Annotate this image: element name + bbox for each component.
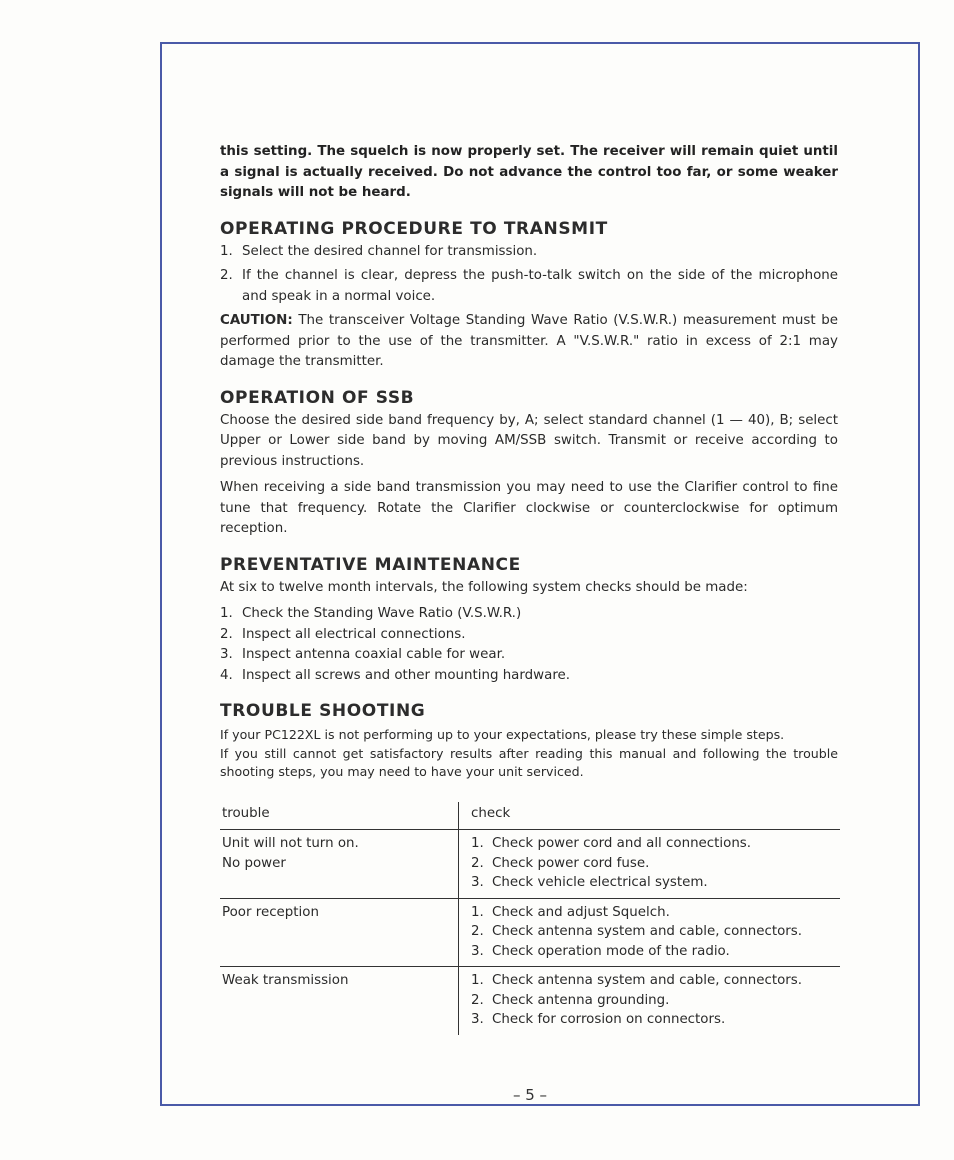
list-item: 3. Inspect antenna coaxial cable for wear. [220, 647, 506, 662]
transmit-heading: OPERATING PROCEDURE TO TRANSMIT [220, 218, 608, 239]
caution-label: CAUTION: [220, 313, 293, 328]
transmit-steps [220, 242, 838, 308]
check-item: 1. Check antenna system and cable, connectors. [471, 973, 803, 988]
troubleshooting-table [220, 802, 840, 1035]
list-item: 2. If the channel is clear, depress the push-to-talk switch on the side of the microphone and speak in a normal voice. [220, 268, 838, 304]
maintenance-steps [220, 604, 838, 686]
right-rule-line [918, 44, 920, 1104]
header-check: check [459, 802, 841, 830]
check-cell [459, 830, 841, 899]
check-item: 3. Check operation mode of the radio. [471, 943, 730, 959]
check-cell [459, 898, 841, 967]
list-item: 4. Inspect all screws and other mounting hardware. [220, 667, 571, 683]
page-content [220, 142, 838, 1035]
check-item: 2. Check antenna system and cable, connectors. [471, 924, 803, 939]
intro-paragraph: this setting. The squelch is now properly set. The receiver will remain quiet until a signal is actually received. Do not advance the control too far, or some weaker signals will not be heard. [220, 144, 838, 200]
check-item: 1. Check and adjust Squelch. [471, 904, 670, 920]
table-header-row [220, 802, 840, 830]
ssb-paragraph-1: Choose the desired side band frequency by, A; select standard channel (1 — 40), B; select Upper or Lower side band by moving AM/SSB switch. Transmit or receive according to previous instructions. [220, 412, 838, 469]
page-number: – 5 – [512, 1086, 548, 1104]
table-row [220, 967, 840, 1035]
troubleshooting-intro-1: If your PC122XL is not performing up to your expectations, please try these simple steps. [220, 727, 785, 742]
list-item: 1. Select the desired channel for transmission. [220, 243, 538, 259]
check-cell [459, 967, 841, 1035]
check-item: 3. Check vehicle electrical system. [471, 875, 708, 890]
trouble-cell: Unit will not turn on. No power [220, 830, 459, 899]
troubleshooting-intro-2: If you still cannot get satisfactory results after reading this manual and following the trouble shooting steps, you may need to have your unit serviced. [220, 745, 838, 779]
caution-text: The transceiver Voltage Standing Wave Ratio (V.S.W.R.) measurement must be performed prior to the use of the transmitter. A "V.S.W.R." ratio in excess of 2:1 may damage the transmitter. [220, 313, 838, 369]
ssb-paragraph-2: When receiving a side band transmission you may need to use the Clarifier control to fine tune that frequency. Rotate the Clarifier clockwise or counterclockwise for optimum reception. [220, 480, 838, 536]
troubleshooting-heading: TROUBLE SHOOTING [220, 701, 426, 721]
list-item: 2. Inspect all electrical connections. [220, 626, 466, 642]
header-trouble: trouble [220, 802, 459, 830]
table-row [220, 898, 840, 967]
check-item: 2. Check power cord fuse. [471, 855, 650, 871]
trouble-cell: Weak transmission [220, 967, 459, 1035]
left-rule-line [160, 44, 162, 1104]
trouble-cell: Poor reception [220, 898, 459, 967]
bottom-rule-line [160, 1104, 920, 1106]
list-item: 1. Check the Standing Wave Ratio (V.S.W.R.) [220, 606, 522, 621]
maintenance-heading: PREVENTATIVE MAINTENANCE [220, 554, 521, 575]
check-item: 3. Check for corrosion on connectors. [471, 1012, 726, 1027]
top-rule-line [160, 42, 920, 44]
caution-paragraph [220, 311, 838, 373]
maintenance-intro: At six to twelve month intervals, the following system checks should be made: [220, 579, 748, 595]
check-item: 2. Check antenna grounding. [471, 992, 670, 1008]
table-row [220, 830, 840, 899]
ssb-heading: OPERATION OF SSB [220, 387, 415, 408]
check-item: 1. Check power cord and all connections. [471, 836, 752, 851]
